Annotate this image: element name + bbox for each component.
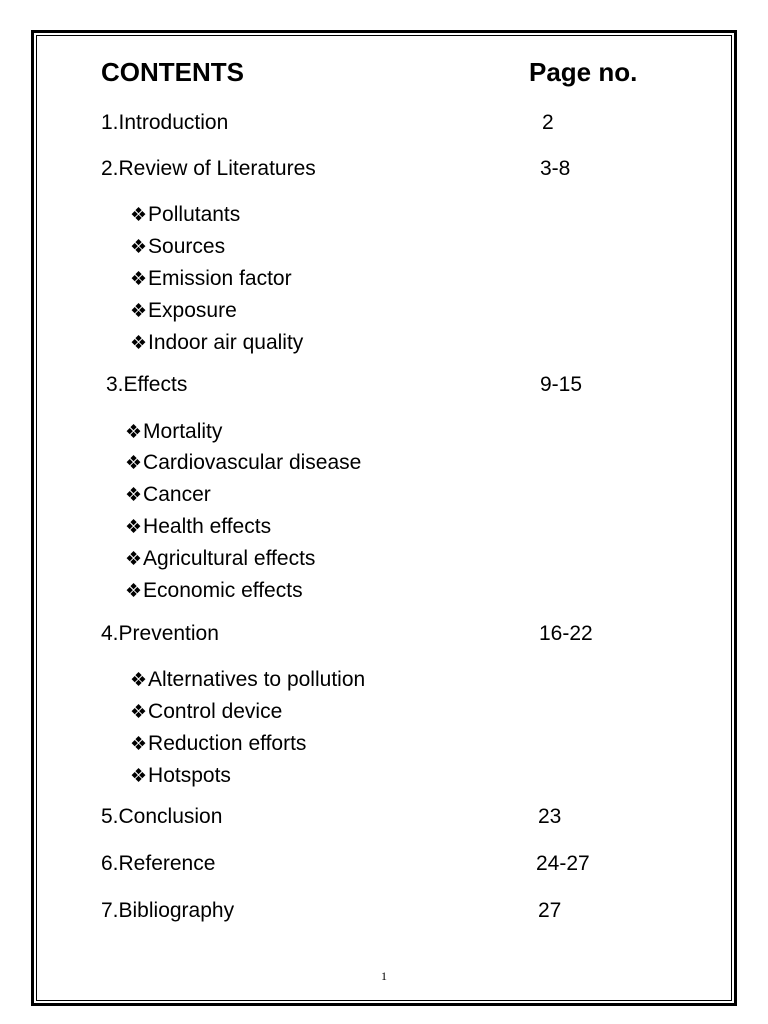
toc-subentry	[125, 484, 211, 505]
toc-subentry	[125, 580, 303, 601]
toc-subentry-label: Economic effects	[143, 579, 303, 602]
toc-subentry-label: Emission factor	[148, 267, 292, 290]
diamond-bullet-icon: ❖	[130, 333, 148, 354]
diamond-bullet-icon: ❖	[125, 485, 143, 506]
toc-subentry	[125, 421, 222, 442]
diamond-bullet-icon: ❖	[130, 670, 148, 691]
toc-subentry	[130, 733, 306, 754]
diamond-bullet-icon: ❖	[125, 517, 143, 538]
toc-entry-title: 2.Review of Literatures	[101, 157, 316, 180]
diamond-bullet-icon: ❖	[130, 702, 148, 723]
diamond-bullet-icon: ❖	[130, 205, 148, 226]
toc-subentry-label: Cancer	[143, 483, 211, 506]
toc-subentry-label: Indoor air quality	[148, 331, 304, 354]
toc-subentry	[130, 236, 225, 257]
diamond-bullet-icon: ❖	[130, 734, 148, 755]
toc-entry-pages: 16-22	[539, 622, 593, 645]
diamond-bullet-icon: ❖	[130, 301, 148, 322]
toc-subentry	[130, 300, 237, 321]
page-number: 1	[381, 969, 387, 983]
toc-subentry-label: Cardiovascular disease	[143, 451, 362, 474]
toc-subentry-label: Pollutants	[148, 203, 241, 226]
toc-subentry	[125, 452, 361, 473]
toc-entry-title: 5.Conclusion	[101, 805, 223, 828]
toc-subentry	[125, 548, 315, 569]
toc-subentry-label: Exposure	[148, 299, 237, 322]
toc-subentry	[130, 204, 240, 225]
diamond-bullet-icon: ❖	[125, 549, 143, 570]
toc-entry-title: 7.Bibliography	[101, 899, 235, 922]
toc-entry-pages: 27	[538, 899, 562, 922]
toc-entry-pages: 9-15	[540, 373, 583, 396]
page-no-heading: Page no.	[529, 57, 638, 87]
diamond-bullet-icon: ❖	[130, 237, 148, 258]
diamond-bullet-icon: ❖	[130, 269, 148, 290]
toc-subentry-label: Health effects	[143, 515, 272, 538]
toc-entry-title: 4.Prevention	[101, 622, 219, 645]
toc-subentry-label: Reduction efforts	[148, 732, 307, 755]
toc-subentry	[130, 669, 365, 690]
diamond-bullet-icon: ❖	[125, 581, 143, 602]
toc-subentry-label: Agricultural effects	[143, 547, 316, 570]
toc-entry-pages: 3-8	[540, 157, 571, 180]
toc-subentry-label: Alternatives to pollution	[148, 668, 366, 691]
toc-entry-pages: 24-27	[536, 852, 590, 875]
toc-subentry	[130, 701, 282, 722]
toc-subentry-label: Sources	[148, 235, 226, 258]
toc-subentry-label: Mortality	[143, 420, 223, 443]
diamond-bullet-icon: ❖	[125, 453, 143, 474]
toc-entry-pages: 2	[542, 111, 554, 134]
toc-subentry	[130, 332, 303, 353]
toc-entry-title: 3.Effects	[106, 373, 188, 396]
toc-subentry	[130, 765, 231, 786]
toc-entry-title: 1.Introduction	[101, 111, 229, 134]
toc-subentry-label: Hotspots	[148, 764, 231, 787]
diamond-bullet-icon: ❖	[130, 766, 148, 787]
toc-entry-pages: 23	[538, 805, 562, 828]
toc-entry-title: 6.Reference	[101, 852, 216, 875]
toc-subentry	[125, 516, 271, 537]
contents-heading: CONTENTS	[101, 57, 244, 87]
diamond-bullet-icon: ❖	[125, 422, 143, 443]
toc-subentry-label: Control device	[148, 700, 283, 723]
toc-subentry	[130, 268, 292, 289]
